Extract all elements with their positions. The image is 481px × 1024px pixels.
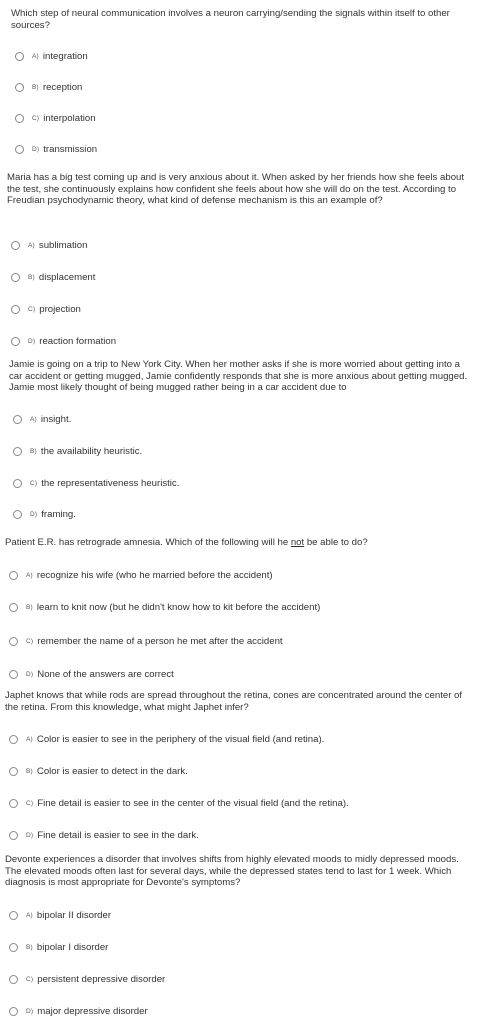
option-label: persistent depressive disorder xyxy=(37,973,166,985)
q1-option-a[interactable] xyxy=(15,49,88,63)
radio-button[interactable] xyxy=(13,510,22,519)
q5-option-c[interactable] xyxy=(9,796,349,810)
q4-option-d[interactable] xyxy=(9,667,174,681)
option-label: framing. xyxy=(41,508,76,520)
radio-button[interactable] xyxy=(15,83,24,92)
option-label: Color is easier to detect in the dark. xyxy=(36,765,188,777)
option-letter: A) xyxy=(26,735,33,743)
q2-option-a[interactable] xyxy=(11,238,87,252)
q3-option-b[interactable] xyxy=(13,444,142,458)
radio-button[interactable] xyxy=(9,799,18,808)
q5-option-d[interactable] xyxy=(9,828,199,842)
question-3-text: Jamie is going on a trip to New York City. When her mother asks if she is more worried about getting into a car accident or getting mugged, Jamie confidently responds that she is more anxious about getting mugged. Jamie most likely thought of being mugged rather being in a car accident due to xyxy=(9,359,468,393)
option-label: displacement xyxy=(38,271,96,283)
option-letter: A) xyxy=(30,415,37,423)
radio-button[interactable] xyxy=(11,337,20,346)
option-label: major depressive disorder xyxy=(37,1005,148,1017)
q1-option-c[interactable] xyxy=(15,111,96,125)
q2-option-d[interactable] xyxy=(11,334,116,348)
option-label: integration xyxy=(42,50,88,62)
radio-button[interactable] xyxy=(15,52,24,61)
option-letter: C) xyxy=(32,114,40,122)
q4-option-a[interactable] xyxy=(9,568,273,582)
option-label: remember the name of a person he met after the accident xyxy=(37,635,283,647)
radio-button[interactable] xyxy=(13,447,22,456)
question-2-text: Maria has a big test coming up and is very anxious about it. When asked by her friends how she feels about the test, she continuously explains how confident she feels about how she will do on the test. According to Freudian psychodynamic theory, what kind of defense mechanism is this an example of? xyxy=(7,172,465,206)
q3-option-c[interactable] xyxy=(13,476,179,490)
question-5-text: Japhet knows that while rods are spread throughout the retina, cones are concentrated around the center of the retina. From this knowledge, what might Japhet infer? xyxy=(5,690,463,713)
q3-option-d[interactable] xyxy=(13,507,76,521)
option-letter: C) xyxy=(26,799,34,807)
q3-option-a[interactable] xyxy=(13,412,71,426)
option-letter: C) xyxy=(28,305,36,313)
q5-option-b[interactable] xyxy=(9,764,188,778)
option-letter: B) xyxy=(32,83,39,91)
radio-button[interactable] xyxy=(15,114,24,123)
option-letter: B) xyxy=(26,943,33,951)
q4-option-c[interactable] xyxy=(9,634,283,648)
option-letter: C) xyxy=(30,479,38,487)
q5-option-a[interactable] xyxy=(9,732,324,746)
option-label: None of the answers are correct xyxy=(37,668,174,680)
radio-button[interactable] xyxy=(11,305,20,314)
option-letter: C) xyxy=(26,975,34,983)
option-label: recognize his wife (who he married before the accident) xyxy=(36,569,273,581)
option-label: transmission xyxy=(43,143,98,155)
option-label: the representativeness heuristic. xyxy=(41,477,180,489)
option-letter: A) xyxy=(32,52,39,60)
radio-button[interactable] xyxy=(9,911,18,920)
option-letter: D) xyxy=(26,831,34,839)
question-4-text xyxy=(5,537,475,549)
radio-button[interactable] xyxy=(15,145,24,154)
option-label: reaction formation xyxy=(39,335,117,347)
radio-button[interactable] xyxy=(13,479,22,488)
emphasis-not: not xyxy=(290,537,305,548)
question-4-text-start: Patient E.R. has retrograde amnesia. Which of the following will he xyxy=(5,537,291,548)
option-label: Color is easier to see in the periphery of the visual field (and retina). xyxy=(36,733,325,745)
radio-button[interactable] xyxy=(9,735,18,744)
radio-button[interactable] xyxy=(9,1007,18,1016)
radio-button[interactable] xyxy=(11,241,20,250)
q6-option-d[interactable] xyxy=(9,1004,148,1018)
option-letter: C) xyxy=(26,637,34,645)
radio-button[interactable] xyxy=(11,273,20,282)
option-letter: A) xyxy=(26,571,33,579)
option-label: Fine detail is easier to see in the dark. xyxy=(37,829,199,841)
option-label: interpolation xyxy=(43,112,96,124)
q6-option-c[interactable] xyxy=(9,972,165,986)
q1-option-d[interactable] xyxy=(15,142,97,156)
option-letter: A) xyxy=(26,911,33,919)
q2-option-b[interactable] xyxy=(11,270,95,284)
radio-button[interactable] xyxy=(9,571,18,580)
q2-option-c[interactable] xyxy=(11,302,81,316)
question-4-text-end: be able to do? xyxy=(304,537,368,548)
q4-option-b[interactable] xyxy=(9,600,320,614)
option-letter: A) xyxy=(28,241,35,249)
option-letter: B) xyxy=(26,767,33,775)
q6-option-b[interactable] xyxy=(9,940,108,954)
radio-button[interactable] xyxy=(9,975,18,984)
option-letter: D) xyxy=(26,670,34,678)
option-label: reception xyxy=(42,81,83,93)
radio-button[interactable] xyxy=(9,670,18,679)
question-1-text: Which step of neural communication involves a neuron carrying/sending the signals within itself to other sources? xyxy=(11,8,450,31)
radio-button[interactable] xyxy=(9,603,18,612)
option-letter: B) xyxy=(26,603,33,611)
option-label: bipolar I disorder xyxy=(36,941,109,953)
option-letter: B) xyxy=(28,273,35,281)
radio-button[interactable] xyxy=(9,637,18,646)
radio-button[interactable] xyxy=(9,767,18,776)
radio-button[interactable] xyxy=(9,831,18,840)
radio-button[interactable] xyxy=(9,943,18,952)
option-letter: D) xyxy=(28,337,36,345)
option-label: sublimation xyxy=(38,239,88,251)
option-label: bipolar II disorder xyxy=(36,909,112,921)
radio-button[interactable] xyxy=(13,415,22,424)
q1-option-b[interactable] xyxy=(15,80,82,94)
question-6-text: Devonte experiences a disorder that involves shifts from highly elevated moods to midly depressed moods. The elevated moods often last for several days, while the depressed states tend to last for 1 week. Which diagnosis is most appropriate for Devonte's symptoms? xyxy=(5,854,459,888)
option-label: Fine detail is easier to see in the center of the visual field (and the retina). xyxy=(37,797,349,809)
option-letter: B) xyxy=(30,447,37,455)
option-label: learn to knit now (but he didn't know how to kit before the accident) xyxy=(36,601,321,613)
option-label: insight. xyxy=(40,413,72,425)
option-letter: D) xyxy=(26,1007,34,1015)
option-label: projection xyxy=(39,303,81,315)
option-letter: D) xyxy=(30,510,38,518)
q6-option-a[interactable] xyxy=(9,908,111,922)
option-letter: D) xyxy=(32,145,40,153)
option-label: the availability heuristic. xyxy=(40,445,143,457)
